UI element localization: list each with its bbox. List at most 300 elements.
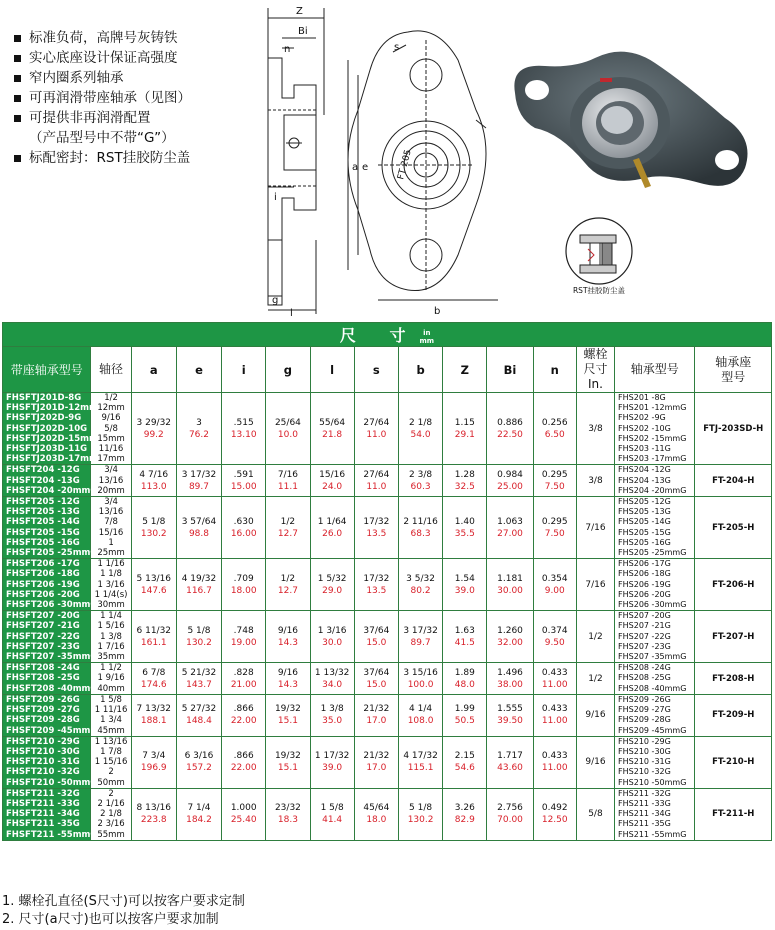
dim-cell-s xyxy=(354,611,398,663)
dim-inch-value: 9/16 xyxy=(277,667,299,678)
header-model: 带座轴承型号 xyxy=(3,347,91,393)
dim-cell-i xyxy=(222,497,266,559)
feature-item xyxy=(14,148,191,168)
dim-inch-value: 1/2 xyxy=(280,573,296,584)
model-cell xyxy=(3,559,98,611)
dim-cell-l xyxy=(310,788,354,840)
shaft-cell xyxy=(91,663,131,695)
shaft-cell xyxy=(91,497,131,559)
cell-line: 9/16 xyxy=(101,413,121,424)
dim-inch-value: 4 1/4 xyxy=(409,704,433,715)
dim-cell-a xyxy=(131,788,176,840)
technical-drawing xyxy=(258,0,503,318)
dim-mm-value: 130.2 xyxy=(186,637,212,648)
header-b: b xyxy=(398,347,442,393)
model-cell xyxy=(3,736,98,788)
dim-mm-value: 38.00 xyxy=(497,679,523,690)
feature-text: 窄内圈系列轴承 xyxy=(29,70,124,86)
dim-inch-value: 9/16 xyxy=(277,625,299,636)
dim-cell-s xyxy=(354,788,398,840)
model-cell xyxy=(3,788,98,840)
cell-line: FHS209 -45mmG xyxy=(618,725,687,735)
dim-cell-n xyxy=(533,694,576,736)
dim-mm-value: 174.6 xyxy=(140,679,167,690)
dim-label-bi: Bi xyxy=(298,26,308,37)
dim-cell-i xyxy=(222,559,266,611)
dim-cell-n xyxy=(533,465,576,497)
housing-cell: FT-208-H xyxy=(695,663,772,695)
dim-inch-value: 3 57/64 xyxy=(181,516,217,527)
cell-line: 1 5/16 xyxy=(97,621,125,632)
unit-label xyxy=(419,329,434,345)
dim-cell-b xyxy=(398,497,442,559)
bullet-square-icon xyxy=(14,75,21,82)
dim-inch-value: 4 19/32 xyxy=(181,573,217,584)
dim-mm-value: 32.00 xyxy=(497,637,523,648)
dim-mm-value: 196.9 xyxy=(140,763,167,774)
bearing-cell xyxy=(615,497,695,559)
shaft-cell xyxy=(91,611,131,663)
cell-line: FHSFT209 -27G xyxy=(6,705,80,716)
dim-inch-value: 1 3/8 xyxy=(320,704,344,715)
cell-line: 2 1/8 xyxy=(100,809,122,820)
dim-inch-value: 0.295 xyxy=(541,469,568,480)
bolt-size-cell: 3/8 xyxy=(576,393,614,465)
cell-line: FHS201 -8G xyxy=(618,393,666,402)
cell-line: FHS206 -19G xyxy=(618,579,671,589)
dim-inch-value: .515 xyxy=(233,417,254,428)
dim-inch-value: 2 3/8 xyxy=(409,469,433,480)
dim-cell-i xyxy=(222,663,266,695)
dim-cell-b xyxy=(398,611,442,663)
cell-line: FHSFT206 -19G xyxy=(6,579,80,590)
cell-line: 45mm xyxy=(97,725,125,736)
dim-inch-value: 1.54 xyxy=(454,573,475,584)
dim-label-l: l xyxy=(290,308,293,319)
cell-line: 55mm xyxy=(97,829,125,840)
bullet-square-icon xyxy=(14,55,21,62)
feature-item xyxy=(14,88,191,108)
dim-inch-value: .866 xyxy=(233,704,254,715)
cell-line: 1 9/16 xyxy=(97,673,125,684)
dim-mm-value: 30.00 xyxy=(497,585,523,596)
dim-cell-e xyxy=(176,465,221,497)
table-row xyxy=(3,497,772,559)
feature-text: 可再润滑带座轴承（见图） xyxy=(29,90,191,106)
cell-line: FHSFT204 -13G xyxy=(6,475,80,486)
dim-inch-value: 1.99 xyxy=(454,704,475,715)
cell-line: FHS205 -16G xyxy=(618,537,671,547)
dim-mm-value: 17.0 xyxy=(366,716,387,727)
dim-inch-value: 1 13/32 xyxy=(314,667,350,678)
dim-mm-value: 13.5 xyxy=(366,528,387,539)
dim-label-z: Z xyxy=(296,6,303,17)
shaft-cell xyxy=(91,694,131,736)
cell-line: FHS205 -14G xyxy=(618,517,671,527)
dim-mm-value: 43.60 xyxy=(497,763,523,774)
dim-inch-value: 19/32 xyxy=(274,751,301,762)
dim-cell-s xyxy=(354,393,398,465)
dim-inch-value: 2 11/16 xyxy=(403,516,438,527)
cell-line: FHSFT206 -17G xyxy=(6,559,80,570)
cell-line: FHS207 -22G xyxy=(618,631,671,641)
bearing-cell xyxy=(615,694,695,736)
dim-cell-i xyxy=(222,694,266,736)
dim-inch-value: 45/64 xyxy=(363,803,390,814)
dim-cell-bi xyxy=(487,497,533,559)
dim-cell-z xyxy=(443,736,487,788)
header-z: Z xyxy=(443,347,487,393)
cell-line: FHS211 -34G xyxy=(618,809,671,819)
dim-cell-e xyxy=(176,694,221,736)
dim-inch-value: 0.374 xyxy=(541,625,568,636)
dim-inch-value: 0.984 xyxy=(497,469,523,480)
bearing-cell xyxy=(615,559,695,611)
header-s: s xyxy=(354,347,398,393)
dim-cell-b xyxy=(398,663,442,695)
dim-inch-value: 7 1/4 xyxy=(187,803,211,814)
cell-line: 1 1/16 xyxy=(97,559,125,570)
dim-mm-value: 24.0 xyxy=(322,481,343,492)
dim-cell-g xyxy=(266,559,310,611)
header-bolt xyxy=(576,347,614,393)
dim-inch-value: .709 xyxy=(233,573,254,584)
model-cell xyxy=(3,611,98,663)
dim-cell-g xyxy=(266,736,310,788)
dim-inch-value: 5 27/32 xyxy=(181,704,217,715)
dim-inch-value: 3 5/32 xyxy=(406,573,435,584)
footnotes xyxy=(2,893,245,929)
cell-line: FHSFT205 -12G xyxy=(6,497,80,508)
dim-mm-value: 17.0 xyxy=(366,763,387,774)
dim-inch-value: 0.492 xyxy=(541,803,568,814)
cell-line: FHS208 -24G xyxy=(618,663,671,673)
cell-line: FHS202 -15mmG xyxy=(618,433,687,443)
cell-line: 13/16 xyxy=(98,507,124,518)
dim-cell-s xyxy=(354,663,398,695)
cell-line: 50mm xyxy=(97,777,125,788)
cell-line: FHSFT208 -40mmG xyxy=(6,683,98,694)
shaft-cell xyxy=(91,393,131,465)
dim-cell-l xyxy=(310,497,354,559)
dim-cell-bi xyxy=(487,465,533,497)
dim-cell-bi xyxy=(487,611,533,663)
dim-mm-value: 130.2 xyxy=(140,528,167,539)
dim-mm-value: 10.0 xyxy=(277,429,298,440)
cell-line: FHS207 -23G xyxy=(618,641,671,651)
cell-line: 2 3/16 xyxy=(97,819,125,830)
dim-cell-z xyxy=(443,497,487,559)
dim-mm-value: 223.8 xyxy=(140,815,167,826)
bearing-cell xyxy=(615,393,695,465)
dim-inch-value: 0.433 xyxy=(541,751,568,762)
feature-text: 标准负荷，高牌号灰铸铁 xyxy=(29,30,178,46)
shaft-cell xyxy=(91,559,131,611)
cell-line: FHS204 -12G xyxy=(618,465,671,475)
dim-inch-value: 1 1/64 xyxy=(317,516,347,527)
dim-inch-value: 2 1/8 xyxy=(409,417,433,428)
dim-inch-value: 1 17/32 xyxy=(314,751,350,762)
dim-cell-bi xyxy=(487,559,533,611)
dim-inch-value: 19/32 xyxy=(274,704,301,715)
bullet-square-icon xyxy=(14,95,21,102)
dim-mm-value: 161.1 xyxy=(140,637,167,648)
dim-cell-z xyxy=(443,788,487,840)
bearing-cell xyxy=(615,611,695,663)
cell-line: FHSFT206 -20G xyxy=(6,589,80,600)
table-row xyxy=(3,736,772,788)
cell-line: 1 3/4 xyxy=(100,715,122,726)
header-l: l xyxy=(310,347,354,393)
housing-mark-text: FT 205 xyxy=(396,148,414,181)
cell-line: 35mm xyxy=(97,652,125,663)
dim-cell-bi xyxy=(487,393,533,465)
cell-line: FHSFT204 -12G xyxy=(6,465,80,476)
dim-inch-value: 3.26 xyxy=(454,803,475,814)
dim-mm-value: 29.1 xyxy=(454,429,475,440)
dim-mm-value: 11.00 xyxy=(541,716,568,727)
cell-line: 5/8 xyxy=(104,423,118,434)
header-bearing: 轴承型号 xyxy=(615,347,695,393)
dim-inch-value: 0.295 xyxy=(541,516,568,527)
bolt-size-cell: 9/16 xyxy=(576,694,614,736)
dim-label-b: b xyxy=(434,306,441,317)
dim-mm-value: 89.7 xyxy=(188,481,209,492)
dim-mm-value: 9.00 xyxy=(544,585,565,596)
cell-line: FHSFT205 -16G xyxy=(6,537,80,548)
dim-cell-e xyxy=(176,611,221,663)
header-a: a xyxy=(131,347,176,393)
dim-inch-value: .630 xyxy=(233,516,254,527)
dim-mm-value: 29.0 xyxy=(322,585,343,596)
cell-line: FHS210 -50mmG xyxy=(618,777,687,787)
dim-inch-value: 15/16 xyxy=(319,469,346,480)
dim-label-g: g xyxy=(272,295,279,306)
housing-cell: FT-210-H xyxy=(695,736,772,788)
dim-mm-value: 39.0 xyxy=(454,585,475,596)
dim-mm-value: 80.2 xyxy=(410,585,431,596)
housing-cell: FTJ-203SD-H xyxy=(695,393,772,465)
cell-line: FHSFT207 -21G xyxy=(6,621,80,632)
dim-mm-value: 115.1 xyxy=(407,763,434,774)
dim-inch-value: 25/64 xyxy=(274,417,301,428)
cell-line: 25mm xyxy=(97,548,125,559)
shaft-cell xyxy=(91,736,131,788)
feature-item xyxy=(14,128,191,148)
feature-text: 实心底座设计保证高强度 xyxy=(29,50,178,66)
dim-cell-n xyxy=(533,788,576,840)
cell-line: FHS207 -35mmG xyxy=(618,652,687,662)
dim-inch-value: 37/64 xyxy=(363,667,390,678)
cell-line: FHSFT204 -20mmG xyxy=(6,485,98,496)
cell-line: FHSFT211 -35G xyxy=(6,819,80,830)
dim-cell-n xyxy=(533,559,576,611)
header-n: n xyxy=(533,347,576,393)
dim-cell-z xyxy=(443,611,487,663)
dim-inch-value: 27/64 xyxy=(363,417,390,428)
dim-mm-value: 99.2 xyxy=(143,429,164,440)
dim-inch-value: 3 29/32 xyxy=(136,417,172,428)
cell-line: FHSFT211 -33G xyxy=(6,798,80,809)
cell-line: FHSFTJ202D-10G xyxy=(6,423,88,434)
dim-cell-bi xyxy=(487,736,533,788)
dim-cell-bi xyxy=(487,694,533,736)
dim-inch-value: 3 xyxy=(196,417,202,428)
dim-cell-g xyxy=(266,393,310,465)
housing-cell: FT-206-H xyxy=(695,559,772,611)
dim-inch-value: 6 11/32 xyxy=(136,625,172,636)
dim-inch-value: 4 7/16 xyxy=(139,469,169,480)
cell-line: FHS209 -26G xyxy=(618,694,671,704)
dim-mm-value: 18.0 xyxy=(366,815,387,826)
header-e: e xyxy=(176,347,221,393)
header-i: i xyxy=(222,347,266,393)
dim-inch-value: 21/32 xyxy=(363,704,390,715)
feature-item xyxy=(14,48,191,68)
cell-line: FHSFT211 -34G xyxy=(6,809,80,820)
dim-inch-value: 23/32 xyxy=(274,803,301,814)
cell-line: 2 xyxy=(108,767,114,778)
dim-cell-bi xyxy=(487,788,533,840)
spec-table-body xyxy=(3,393,772,841)
dim-cell-e xyxy=(176,393,221,465)
product-photo xyxy=(505,38,767,198)
dim-mm-value: 143.7 xyxy=(186,679,212,690)
dim-mm-value: 25.40 xyxy=(230,815,257,826)
cell-line: 1 3/16 xyxy=(97,579,125,590)
dim-cell-e xyxy=(176,497,221,559)
cell-line: FHSFTJ201D-12mmG xyxy=(6,403,105,414)
cell-line: 17mm xyxy=(97,454,125,465)
cell-line: FHS207 -20G xyxy=(618,611,671,621)
housing-cell: FT-205-H xyxy=(695,497,772,559)
cell-line: FHSFT208 -25G xyxy=(6,673,80,684)
header-shaft: 轴径 xyxy=(91,347,131,393)
dim-cell-n xyxy=(533,736,576,788)
dim-cell-l xyxy=(310,663,354,695)
cell-line: FHS206 -30mmG xyxy=(618,600,687,610)
dim-mm-value: 68.3 xyxy=(410,528,431,539)
cell-line: FHS204 -13G xyxy=(618,475,671,485)
table-row xyxy=(3,393,772,465)
dim-mm-value: 116.7 xyxy=(186,585,212,596)
dim-cell-b xyxy=(398,788,442,840)
dim-mm-value: 184.2 xyxy=(186,815,212,826)
dim-mm-value: 50.5 xyxy=(454,716,475,727)
dim-mm-value: 7.50 xyxy=(544,528,565,539)
cell-line: FHSFT210 -29G xyxy=(6,736,80,747)
header-g: g xyxy=(266,347,310,393)
housing-cell: FT-204-H xyxy=(695,465,772,497)
cell-line: FHS201 -12mmG xyxy=(618,403,687,413)
cell-line: FHS206 -18G xyxy=(618,569,671,579)
cell-line: 1 1/8 xyxy=(100,569,122,580)
dim-cell-a xyxy=(131,559,176,611)
dim-inch-value: 5 13/16 xyxy=(136,573,172,584)
dim-cell-e xyxy=(176,788,221,840)
cell-line: 1 13/16 xyxy=(94,736,128,747)
cell-line: FHSFT205 -13G xyxy=(6,507,80,518)
cell-line: FHSFTJ202D-15mmG xyxy=(6,433,105,444)
dim-cell-bi xyxy=(487,663,533,695)
dim-inch-value: 5 21/32 xyxy=(181,667,217,678)
dim-cell-n xyxy=(533,393,576,465)
cell-line: 1 5/8 xyxy=(100,694,122,705)
dim-cell-i xyxy=(222,611,266,663)
cell-line: FHSFT209 -45mm xyxy=(6,725,91,736)
cell-line: FHSFT207 -35mmG xyxy=(6,652,98,663)
bullet-square-icon xyxy=(14,35,21,42)
cell-line: 20mm xyxy=(97,485,125,496)
dim-mm-value: 6.50 xyxy=(544,429,565,440)
dim-inch-value: 1.555 xyxy=(497,704,523,715)
dim-cell-l xyxy=(310,736,354,788)
bolt-size-cell: 5/8 xyxy=(576,788,614,840)
dim-mm-value: 15.0 xyxy=(366,637,387,648)
feature-item xyxy=(14,28,191,48)
dim-mm-value: 98.8 xyxy=(188,528,209,539)
dim-mm-value: 148.4 xyxy=(186,716,212,727)
dim-label-i: i xyxy=(274,192,277,203)
dim-inch-value: 0.886 xyxy=(497,417,523,428)
dim-mm-value: 26.0 xyxy=(322,528,343,539)
cell-line: FHSFT207 -22G xyxy=(6,631,80,642)
dim-mm-value: 11.1 xyxy=(277,481,298,492)
bearing-cell xyxy=(615,788,695,840)
dim-mm-value: 48.0 xyxy=(454,679,475,690)
header-bolt-line1: 螺栓 xyxy=(583,347,608,361)
cell-line: FHS205 -13G xyxy=(618,507,671,517)
dim-cell-s xyxy=(354,736,398,788)
cell-line: 1 7/16 xyxy=(97,641,125,652)
feature-text: 可提供非再润滑配置 xyxy=(29,110,151,126)
dim-cell-b xyxy=(398,465,442,497)
shaft-cell xyxy=(91,788,131,840)
cell-line: 1 1/4 xyxy=(100,611,122,622)
cell-line: FHS208 -40mmG xyxy=(618,683,687,693)
dim-cell-l xyxy=(310,465,354,497)
dim-inch-value: 1.496 xyxy=(497,667,523,678)
dim-cell-a xyxy=(131,736,176,788)
bearing-cell xyxy=(615,465,695,497)
dim-label-a: a xyxy=(352,162,359,173)
dim-inch-value: 1.15 xyxy=(454,417,475,428)
dim-cell-i xyxy=(222,736,266,788)
cell-line: FHS207 -21G xyxy=(618,621,671,631)
dim-label-n: n xyxy=(284,44,291,55)
dim-cell-s xyxy=(354,694,398,736)
dim-inch-value: 6 3/16 xyxy=(184,751,214,762)
dim-inch-value: 7 13/32 xyxy=(136,704,172,715)
dim-mm-value: 22.50 xyxy=(497,429,523,440)
dim-mm-value: 76.2 xyxy=(188,429,209,440)
header-bolt-line2: 尺寸 xyxy=(583,362,608,376)
cell-line: 13/16 xyxy=(98,475,124,486)
cell-line: 11/16 xyxy=(98,444,124,455)
dim-mm-value: 16.00 xyxy=(230,528,257,539)
cell-line: FHSFTJ203D-17mmG xyxy=(6,454,105,465)
dim-inch-value: 1.63 xyxy=(454,625,475,636)
dim-cell-a xyxy=(131,663,176,695)
unit-mm: mm xyxy=(419,336,435,345)
dim-cell-z xyxy=(443,465,487,497)
dim-inch-value: 0.433 xyxy=(541,704,568,715)
dim-inch-value: 1.40 xyxy=(454,516,475,527)
dim-cell-g xyxy=(266,788,310,840)
dim-cell-z xyxy=(443,559,487,611)
dim-mm-value: 13.10 xyxy=(230,429,257,440)
model-cell xyxy=(3,497,98,559)
